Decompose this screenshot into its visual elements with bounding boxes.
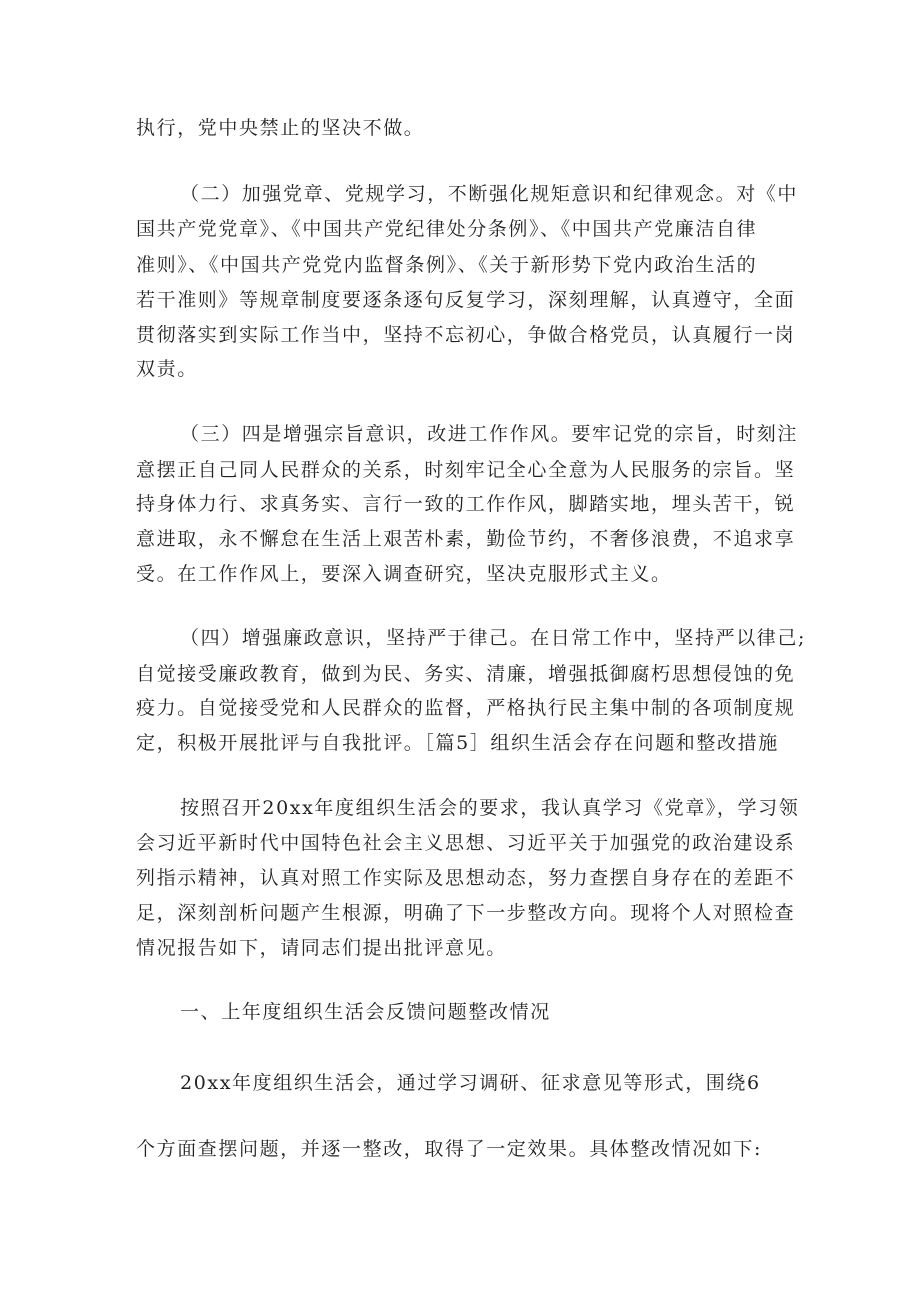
text-line: 持身体力行、求真务实、言行一致的工作作风，脚踏实地，埋头苦干，锐	[136, 493, 796, 515]
text-line: 按照召开20xx年度组织生活会的要求，我认真学习《党章》，学习领	[180, 797, 800, 819]
section-heading: 一、上年度组织生活会反馈问题整改情况	[180, 1001, 551, 1023]
text-line: 意摆正自己同人民群众的关系，时刻牢记全心全意为人民服务的宗旨。坚	[136, 459, 796, 481]
text-line: 贯彻落实到实际工作当中，坚持不忘初心，争做合格党员，认真履行一岗	[136, 324, 796, 346]
text-line: 若干准则》等规章制度要逐条逐句反复学习，深刻理解，认真遵守，全面	[136, 289, 796, 311]
text-line: 自觉接受廉政教育，做到为民、务实、清廉，增强抵御腐朽思想侵蚀的免	[136, 663, 796, 685]
text-line: （三）四是增强宗旨意识，改进工作作风。要牢记党的宗旨，时刻注	[180, 423, 799, 445]
text-line: （四）增强廉政意识，坚持严于律己。在日常工作中，坚持严以律己;	[180, 627, 807, 649]
text-line: 会习近平新时代中国特色社会主义思想、习近平关于加强党的政治建设系	[136, 832, 796, 854]
text-line: 足，深刻剖析问题产生根源，明确了下一步整改方向。现将个人对照检查	[136, 902, 796, 924]
text-line: 情况报告如下，请同志们提出批评意见。	[136, 937, 507, 959]
text-line: 个方面查摆问题，并逐一整改，取得了一定效果。具体整改情况如下:	[136, 1138, 763, 1160]
text-line: 准则》、《中国共产党党内监督条例》、《关于新形势下党内政治生活的	[136, 254, 758, 276]
text-line: 意进取，永不懈怠在生活上艰苦朴素，勤俭节约，不奢侈浪费，不追求享	[136, 528, 796, 550]
text-line: 受。在工作作风上，要深入调查研究，坚决克服形式主义。	[136, 563, 672, 585]
text-line: 疫力。自觉接受党和人民群众的监督，严格执行民主集中制的各项制度规	[136, 697, 796, 719]
text-line: （二）加强党章、党规学习，不断强化规矩意识和纪律观念。对《中	[180, 183, 799, 205]
text-line: 定，积极开展批评与自我批评。［篇5］组织生活会存在问题和整改措施	[136, 732, 779, 754]
text-line: 列指示精神，认真对照工作实际及思想动态，努力查摆自身存在的差距不	[136, 867, 796, 889]
text-line: 执行，党中央禁止的坚决不做。	[136, 117, 425, 139]
text-line: 国共产党党章》、《中国共产党纪律处分条例》、《中国共产党廉洁自律	[136, 218, 758, 240]
text-line: 双责。	[136, 358, 198, 380]
text-line: 20xx年度组织生活会，通过学习调研、征求意见等形式，围绕6	[180, 1072, 761, 1094]
